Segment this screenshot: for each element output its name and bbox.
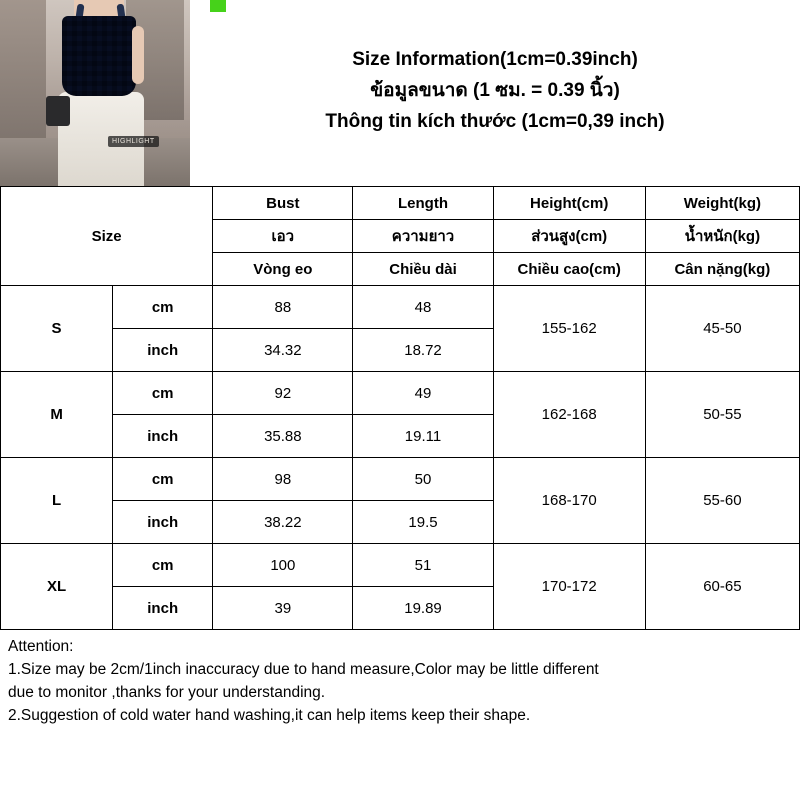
header-height-th: ส่วนสูง(cm) — [493, 220, 645, 253]
cell-length-inch: 19.5 — [353, 501, 493, 544]
header-band — [0, 0, 800, 186]
title-line-vi: Thông tin kích thước (1cm=0,39 inch) — [325, 110, 665, 132]
model-handbag — [46, 96, 70, 126]
cell-weight: 45-50 — [645, 286, 799, 372]
cell-weight: 55-60 — [645, 458, 799, 544]
cell-length-cm: 48 — [353, 286, 493, 329]
cell-height: 170-172 — [493, 544, 645, 630]
row-size-s: S — [1, 286, 113, 372]
header-weight-vi: Cân nặng(kg) — [645, 253, 799, 286]
header-length-en: Length — [353, 187, 493, 220]
row-unit-cm: cm — [113, 286, 213, 329]
cell-bust-cm: 98 — [213, 458, 353, 501]
title-block — [190, 0, 800, 186]
header-bust-th: เอว — [213, 220, 353, 253]
photo-watermark: HIGHLIGHT — [108, 136, 159, 147]
row-size-l: L — [1, 458, 113, 544]
row-unit-cm: cm — [113, 372, 213, 415]
attention-line-3: 2.Suggestion of cold water hand washing,it can help items keep their shape. — [8, 707, 531, 724]
cell-length-inch: 18.72 — [353, 329, 493, 372]
table-row — [1, 458, 800, 501]
header-height-en: Height(cm) — [493, 187, 645, 220]
title-line-th: ข้อมูลขนาด (1 ซม. = 0.39 นิ้ว) — [370, 79, 620, 101]
cell-length-cm: 51 — [353, 544, 493, 587]
cell-bust-cm: 92 — [213, 372, 353, 415]
row-size-xl: XL — [1, 544, 113, 630]
row-unit-inch: inch — [113, 415, 213, 458]
title-line-en: Size Information(1cm=0.39inch) — [352, 48, 638, 70]
cell-length-cm: 50 — [353, 458, 493, 501]
header-length-th: ความยาว — [353, 220, 493, 253]
cell-weight: 50-55 — [645, 372, 799, 458]
cell-height: 162-168 — [493, 372, 645, 458]
cell-length-cm: 49 — [353, 372, 493, 415]
table-header-row-en — [1, 187, 800, 220]
row-size-m: M — [1, 372, 113, 458]
table-row — [1, 544, 800, 587]
header-bust-en: Bust — [213, 187, 353, 220]
attention-line-1: 1.Size may be 2cm/1inch inaccuracy due to hand measure,Color may be little different — [8, 661, 599, 678]
cell-length-inch: 19.11 — [353, 415, 493, 458]
header-length-vi: Chiều dài — [353, 253, 493, 286]
attention-heading: Attention: — [8, 638, 74, 655]
cell-bust-cm: 100 — [213, 544, 353, 587]
row-unit-inch: inch — [113, 329, 213, 372]
row-unit-inch: inch — [113, 501, 213, 544]
row-unit-inch: inch — [113, 587, 213, 630]
cell-bust-inch: 34.32 — [213, 329, 353, 372]
row-unit-cm: cm — [113, 458, 213, 501]
product-photo — [0, 0, 190, 186]
cell-bust-inch: 39 — [213, 587, 353, 630]
model-plaid-top — [62, 16, 136, 96]
model-arm — [132, 26, 144, 84]
header-bust-vi: Vòng eo — [213, 253, 353, 286]
header-weight-th: น้ำหนัก(kg) — [645, 220, 799, 253]
cell-length-inch: 19.89 — [353, 587, 493, 630]
table-row — [1, 372, 800, 415]
row-unit-cm: cm — [113, 544, 213, 587]
header-size-label: Size — [1, 187, 213, 286]
cell-bust-inch: 38.22 — [213, 501, 353, 544]
header-height-vi: Chiều cao(cm) — [493, 253, 645, 286]
size-table — [0, 186, 800, 630]
attention-line-2: due to monitor ,thanks for your understanding. — [8, 684, 326, 701]
cell-bust-cm: 88 — [213, 286, 353, 329]
green-marker — [210, 0, 226, 12]
cell-weight: 60-65 — [645, 544, 799, 630]
cell-height: 168-170 — [493, 458, 645, 544]
attention-block — [0, 630, 800, 727]
header-weight-en: Weight(kg) — [645, 187, 799, 220]
table-row — [1, 286, 800, 329]
cell-height: 155-162 — [493, 286, 645, 372]
cell-bust-inch: 35.88 — [213, 415, 353, 458]
